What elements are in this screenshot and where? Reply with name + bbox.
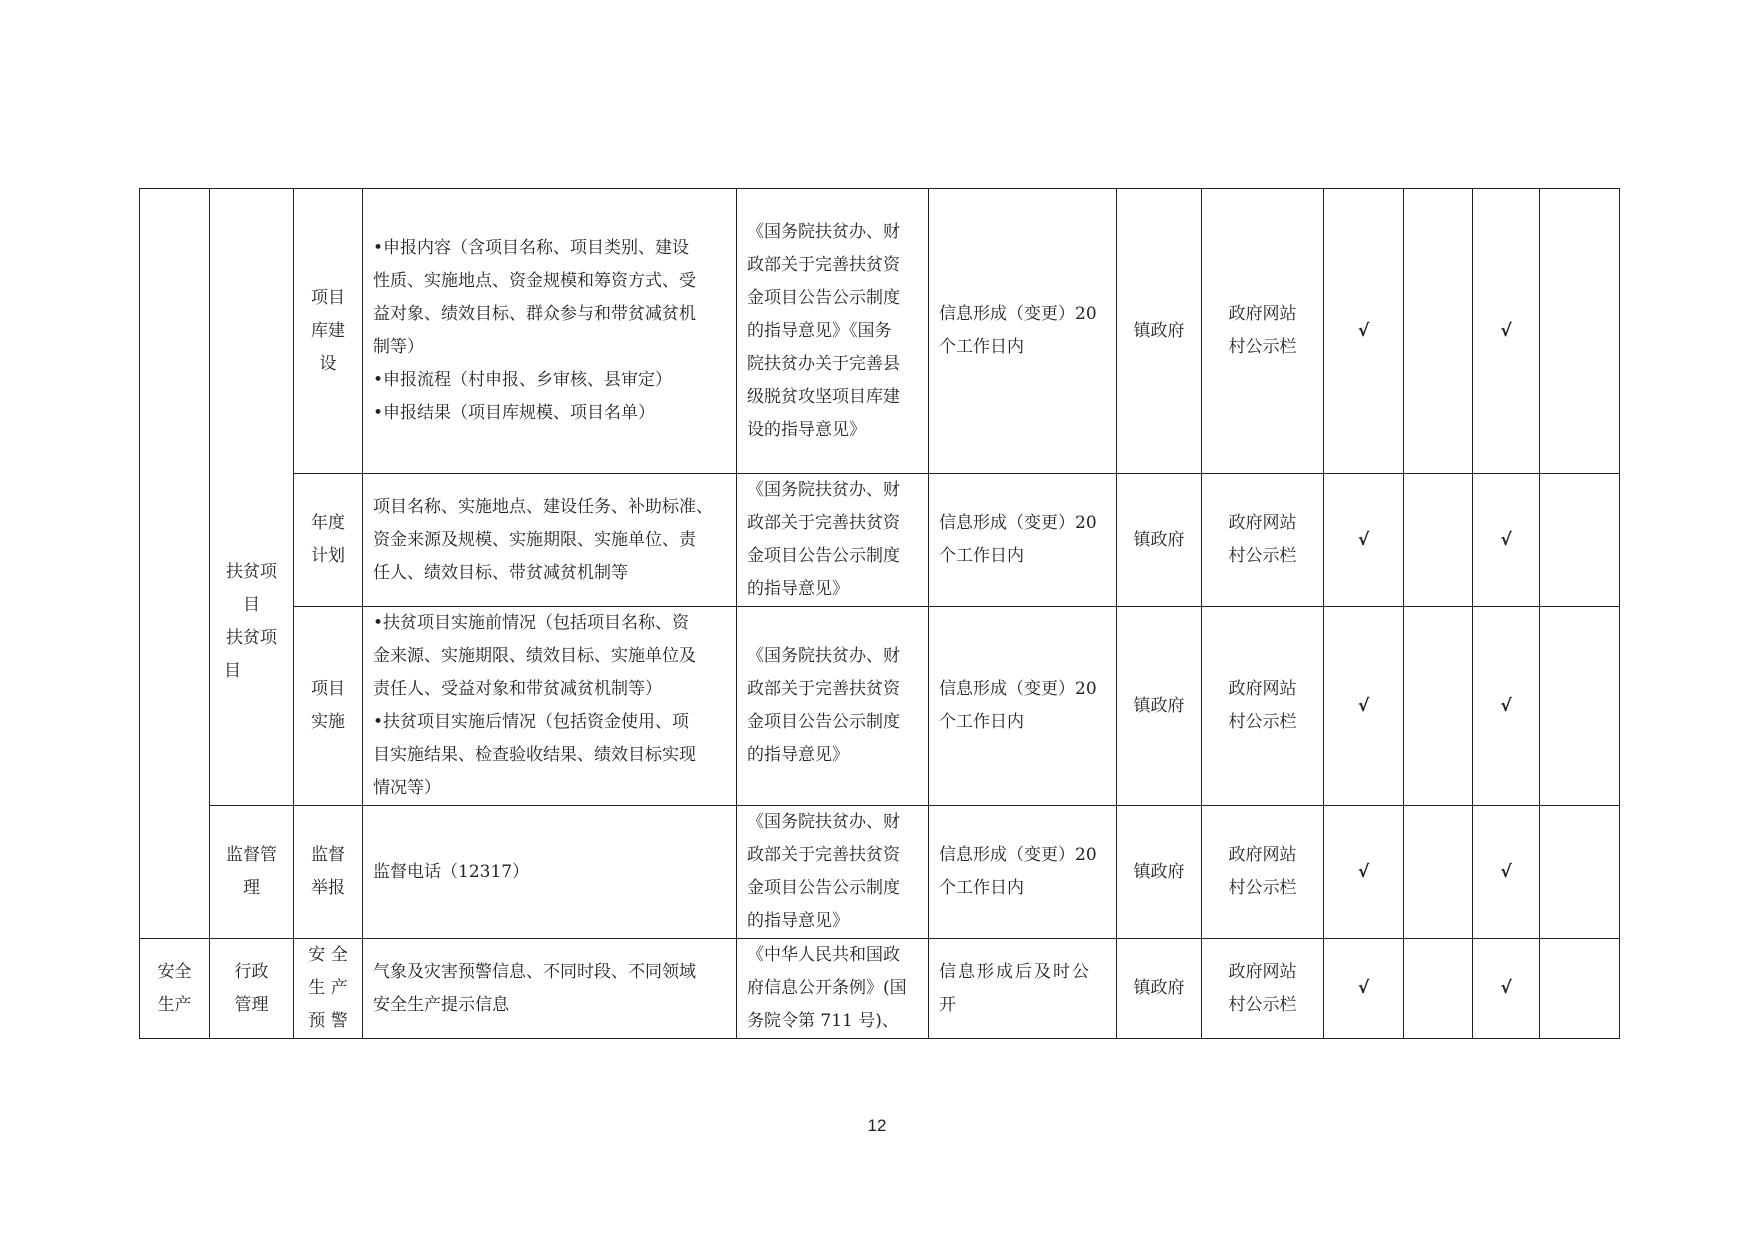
basis-line: 金项目公告公示制度 xyxy=(747,712,900,732)
timeframe-line: 开 xyxy=(939,994,956,1015)
subject-cell: 镇政府 xyxy=(1117,607,1202,806)
basis-line: 院扶贫办关于完善县 xyxy=(747,353,900,374)
content-line: 任人、绩效目标、带贫减贫机制等 xyxy=(373,562,628,583)
basis-cell xyxy=(737,806,929,939)
content-line: •申报内容（含项目名称、项目类别、建设 xyxy=(373,238,690,258)
checkmark-cell: √ xyxy=(1324,939,1404,1039)
basis-line: 的指导意见》 xyxy=(747,579,849,599)
content-line: 目实施结果、检查验收结果、绩效目标实现 xyxy=(373,745,696,765)
channel-cell xyxy=(1202,474,1324,607)
basis-line: 的指导意见》《国务 xyxy=(747,320,892,341)
content-line: •扶贫项目实施后情况（包括资金使用、项 xyxy=(373,712,690,732)
basis-line: 政部关于完善扶贫资 xyxy=(747,679,900,699)
group-cell xyxy=(210,806,294,939)
subject-cell: 镇政府 xyxy=(1117,806,1202,939)
subitem-line: 安 全 xyxy=(308,945,348,965)
content-line: 资金来源及规模、实施期限、实施单位、责 xyxy=(373,529,696,550)
subitem-cell xyxy=(294,474,363,607)
content-line: 金来源、实施期限、绩效目标、实施单位及 xyxy=(373,646,696,666)
basis-line: 金项目公告公示制度 xyxy=(747,546,900,566)
content-line: •申报流程（村申报、乡审核、县审定） xyxy=(373,370,673,390)
checkmark-cell: √ xyxy=(1473,474,1540,607)
content-line: 气象及灾害预警信息、不同时段、不同领域 xyxy=(373,961,696,982)
empty-check-cell xyxy=(1540,607,1620,806)
group-cell-poverty-project xyxy=(210,189,294,806)
content-line: 性质、实施地点、资金规模和筹资方式、受 xyxy=(373,271,696,291)
basis-cell xyxy=(737,607,929,806)
subitem-line: 项目 xyxy=(311,679,345,699)
subject-cell: 镇政府 xyxy=(1117,474,1202,607)
disclosure-table xyxy=(139,188,1620,1039)
subitem-cell xyxy=(294,607,363,806)
content-cell xyxy=(363,939,737,1039)
content-line: 安全生产提示信息 xyxy=(373,994,509,1015)
group-cell xyxy=(210,939,294,1039)
group-label-line: 目 xyxy=(243,595,260,615)
timeframe-line: 信息形成（变更）20 xyxy=(939,845,1097,865)
content-line: •扶贫项目实施前情况（包括项目名称、资 xyxy=(373,613,690,633)
timeframe-line: 信息形成（变更）20 xyxy=(939,679,1097,699)
channel-cell xyxy=(1202,806,1324,939)
timeframe-line: 信息形成（变更）20 xyxy=(939,513,1097,533)
checkmark-cell: √ xyxy=(1324,189,1404,474)
group-line: 理 xyxy=(243,878,260,898)
basis-line: 务院令第 711 号)、 xyxy=(747,1011,899,1031)
channel-cell xyxy=(1202,607,1324,806)
content-line: 益对象、绩效目标、群众参与和带贫减贫机 xyxy=(373,304,696,324)
checkmark-cell: √ xyxy=(1473,189,1540,474)
content-line: 监督电话（12317） xyxy=(373,861,530,882)
group-label-line: 扶贫项 xyxy=(226,562,277,582)
subitem-line: 计划 xyxy=(311,546,345,566)
content-line: 情况等） xyxy=(373,778,441,798)
subitem-cell xyxy=(294,189,363,474)
empty-check-cell xyxy=(1540,189,1620,474)
group-label-line: 目 xyxy=(224,661,241,681)
basis-line: 《国务院扶贫办、财 xyxy=(747,480,900,500)
empty-check-cell xyxy=(1404,474,1473,607)
channel-line: 政府网站 xyxy=(1228,679,1297,699)
basis-line: 府信息公开条例》(国 xyxy=(747,978,907,998)
checkmark-cell: √ xyxy=(1473,939,1540,1039)
table-row xyxy=(140,607,1620,806)
checkmark-cell: √ xyxy=(1324,474,1404,607)
checkmark-cell: √ xyxy=(1324,607,1404,806)
content-cell xyxy=(363,474,737,607)
group-line: 监督管 xyxy=(226,845,277,865)
subitem-line: 预 警 xyxy=(308,1011,348,1031)
basis-cell xyxy=(737,474,929,607)
category-line: 生产 xyxy=(157,994,192,1015)
channel-line: 村公示栏 xyxy=(1228,337,1297,357)
content-line: 项目名称、实施地点、建设任务、补助标准、 xyxy=(373,496,713,517)
channel-line: 村公示栏 xyxy=(1228,546,1297,566)
subitem-cell xyxy=(294,806,363,939)
basis-line: 《国务院扶贫办、财 xyxy=(747,812,900,832)
empty-check-cell xyxy=(1540,806,1620,939)
subitem-line: 举报 xyxy=(311,878,345,898)
basis-line: 《国务院扶贫办、财 xyxy=(747,221,900,242)
checkmark-cell: √ xyxy=(1473,806,1540,939)
timeframe-line: 个工作日内 xyxy=(939,878,1024,898)
basis-line: 《中华人民共和国政 xyxy=(747,945,900,965)
table-row xyxy=(140,939,1620,1039)
channel-line: 村公示栏 xyxy=(1228,712,1297,732)
page-number: 12 xyxy=(867,1116,887,1135)
group-line: 行政 xyxy=(234,961,269,982)
empty-check-cell xyxy=(1404,189,1473,474)
subitem-line: 实施 xyxy=(311,712,345,732)
content-cell xyxy=(363,806,737,939)
subject-cell: 镇政府 xyxy=(1117,939,1202,1039)
basis-cell xyxy=(737,939,929,1039)
timeframe-line: 个工作日内 xyxy=(939,712,1024,732)
timeframe-line: 个工作日内 xyxy=(939,337,1024,357)
timeframe-line: 个工作日内 xyxy=(939,546,1024,566)
group-label-line: 扶贫项 xyxy=(226,628,277,648)
subitem-line: 设 xyxy=(319,353,337,374)
basis-line: 政部关于完善扶贫资 xyxy=(747,845,900,865)
empty-check-cell xyxy=(1404,607,1473,806)
subitem-line: 库建 xyxy=(311,320,345,341)
timeframe-cell xyxy=(929,607,1117,806)
timeframe-cell xyxy=(929,806,1117,939)
table-row xyxy=(140,806,1620,939)
subitem-line: 监督 xyxy=(311,845,345,865)
empty-check-cell xyxy=(1404,939,1473,1039)
table-row xyxy=(140,189,1620,474)
subitem-cell xyxy=(294,939,363,1039)
category-line: 安全 xyxy=(157,961,192,982)
category-cell xyxy=(140,939,210,1039)
basis-line: 《国务院扶贫办、财 xyxy=(747,646,900,666)
subitem-line: 项目 xyxy=(311,287,345,308)
timeframe-cell xyxy=(929,939,1117,1039)
content-line: 责任人、受益对象和带贫减贫机制等） xyxy=(373,679,662,699)
channel-line: 村公示栏 xyxy=(1228,878,1297,898)
basis-line: 设的指导意见》 xyxy=(747,419,866,440)
basis-line: 金项目公告公示制度 xyxy=(747,287,900,308)
basis-line: 的指导意见》 xyxy=(747,911,849,931)
subject-cell: 镇政府 xyxy=(1117,189,1202,474)
channel-line: 村公示栏 xyxy=(1228,994,1297,1015)
basis-line: 政部关于完善扶贫资 xyxy=(747,254,900,275)
content-cell xyxy=(363,189,737,474)
checkmark-cell: √ xyxy=(1324,806,1404,939)
channel-cell xyxy=(1202,189,1324,474)
timeframe-line: 信息形成后及时公 xyxy=(939,961,1091,982)
group-line: 管理 xyxy=(234,994,269,1015)
table-row xyxy=(140,474,1620,607)
content-cell xyxy=(363,607,737,806)
basis-line: 金项目公告公示制度 xyxy=(747,878,900,898)
channel-line: 政府网站 xyxy=(1228,304,1297,324)
channel-line: 政府网站 xyxy=(1228,513,1297,533)
timeframe-cell xyxy=(929,474,1117,607)
empty-check-cell xyxy=(1540,939,1620,1039)
channel-cell xyxy=(1202,939,1324,1039)
channel-line: 政府网站 xyxy=(1228,845,1297,865)
basis-line: 级脱贫攻坚项目库建 xyxy=(747,386,900,407)
channel-line: 政府网站 xyxy=(1228,961,1297,982)
checkmark-cell: √ xyxy=(1473,607,1540,806)
content-line: •申报结果（项目库规模、项目名单） xyxy=(373,403,656,423)
timeframe-line: 信息形成（变更）20 xyxy=(939,304,1097,324)
content-line: 制等） xyxy=(373,337,424,357)
empty-check-cell xyxy=(1540,474,1620,607)
empty-check-cell xyxy=(1404,806,1473,939)
category-cell-empty xyxy=(140,189,210,939)
subitem-line: 生 产 xyxy=(308,978,348,998)
basis-cell xyxy=(737,189,929,474)
timeframe-cell xyxy=(929,189,1117,474)
basis-line: 政部关于完善扶贫资 xyxy=(747,513,900,533)
basis-line: 的指导意见》 xyxy=(747,745,849,765)
subitem-line: 年度 xyxy=(311,513,345,533)
